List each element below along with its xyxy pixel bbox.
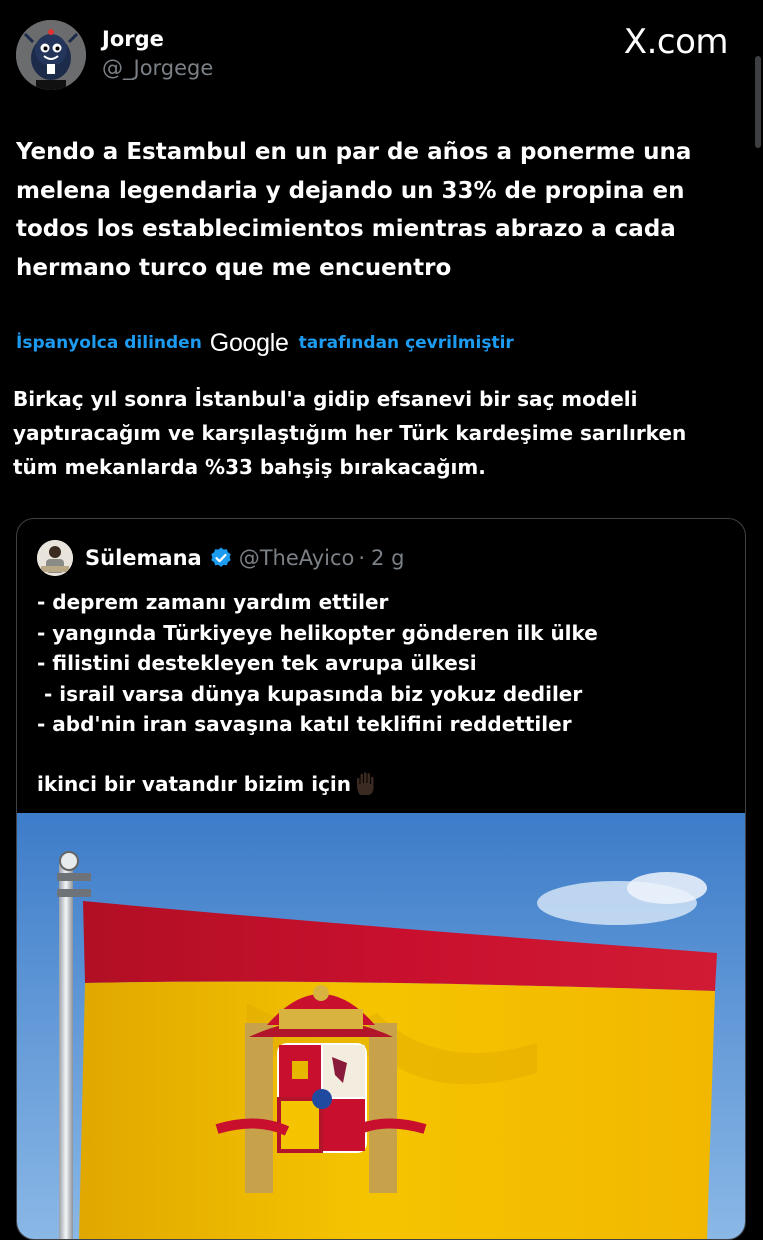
translation-attribution[interactable] (16, 328, 514, 358)
quoted-line: - israil varsa dünya kupasında biz yokuz dediler (37, 681, 583, 706)
separator-dot: · (358, 546, 366, 570)
brand-logo: X.com (623, 22, 728, 62)
verified-badge-icon (209, 546, 233, 570)
tweet-original-line: todos los establecimientos mientras abrazo a cada (16, 216, 676, 243)
google-logo: Google (209, 328, 289, 357)
quoted-handle[interactable]: @TheAyico (238, 546, 355, 570)
tweet-original-line: hermano turco que me encuentro (16, 255, 452, 282)
author-handle[interactable]: @_Jorgege (102, 56, 214, 80)
translation-suffix[interactable]: tarafından çevrilmiştir (298, 333, 514, 353)
scrollbar-thumb[interactable] (755, 56, 761, 148)
tweet-header (16, 20, 746, 94)
quoted-display-name[interactable]: Sülemana (85, 546, 202, 570)
author-avatar[interactable] (16, 20, 86, 90)
translation-prefix[interactable]: İspanyolca dilinden (16, 333, 202, 353)
quoted-line: - deprem zamanı yardım ettiler (37, 590, 389, 614)
tweet-translated-text (13, 382, 743, 484)
author-names (102, 26, 213, 84)
quoted-tagline (37, 771, 379, 797)
quoted-author-avatar[interactable] (37, 540, 73, 576)
tweet-translated-line: yaptıracağım ve karşılaştığım her Türk kardeşime sarılırken (13, 421, 687, 445)
quoted-tweet-header (37, 539, 404, 577)
tweet-original-line: melena legendaria y dejando un 33% de propina en (16, 177, 685, 204)
quoted-timestamp[interactable]: 2 g (371, 546, 405, 570)
quoted-line: - abd'nin iran savaşına katıl teklifini reddettiler (37, 712, 572, 736)
person-avatar-icon (37, 540, 73, 576)
tweet-translated-line: Birkaç yıl sonra İstanbul'a gidip efsanevi bir saç modeli (13, 387, 638, 411)
quoted-tagline-text: ikinci bir vatandır bizim için (37, 772, 352, 796)
flag-image-content (17, 813, 745, 1239)
raised-hand-icon (353, 771, 379, 797)
quoted-tweet-text (37, 587, 737, 740)
tweet-original-line: Yendo a Estambul en un par de años a ponerme una (16, 139, 692, 165)
spain-flag-photo[interactable] (17, 813, 745, 1239)
quoted-line: - filistini destekleyen tek avrupa ülkesi (37, 651, 477, 675)
cartoon-avatar-icon (16, 20, 86, 90)
tweet-original-text (16, 133, 736, 288)
quoted-line: - yangında Türkiyeye helikopter gönderen ilk ülke (37, 620, 598, 645)
author-display-name[interactable]: Jorge (102, 27, 164, 51)
tweet-translated-line: tüm mekanlarda %33 bahşiş bırakacağım. (13, 455, 486, 479)
quoted-tweet-card[interactable] (16, 518, 746, 1240)
